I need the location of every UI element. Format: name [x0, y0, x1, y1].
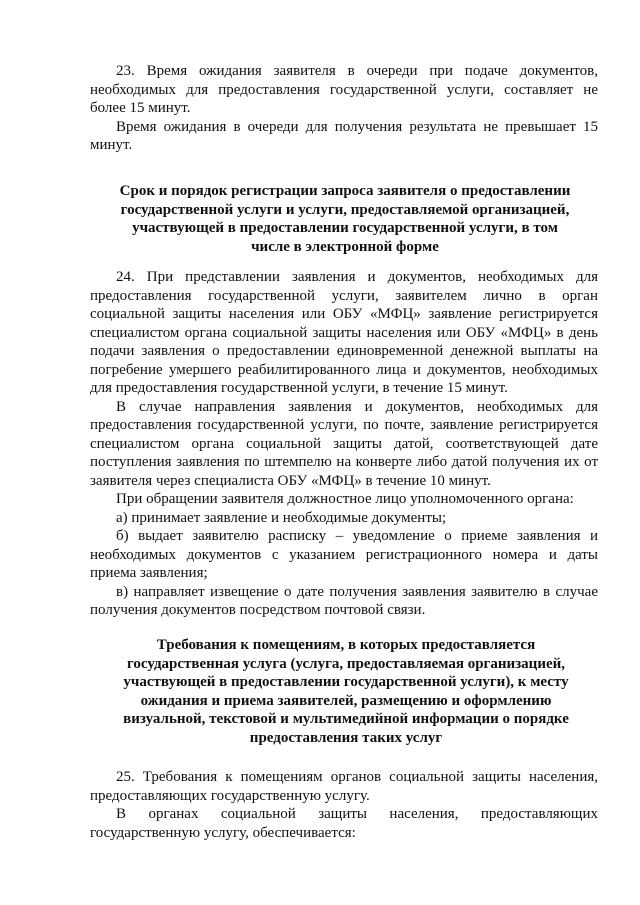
heading-registration-terms: Срок и порядок регистрации запроса заявителя о предоставлении государственной услуги и услуги, предоставляемой организацией, участвующей в предоставлении государственной услуги, в том числе в электронной форме [119, 183, 571, 255]
section-25 [90, 768, 598, 842]
list-item-a: а) принимает заявление и необходимые документы; [116, 509, 447, 526]
heading-premises-requirements: Требования к помещениям, в которых предоставляется государственная услуга (услуга, предоставляемая организацией, участвующей в предоставлении государственной услуги), к месту ожидания и приема заявителей, размещению и оформлению визуальной, текстовой и мультимедийной информации о порядке предоставления таких услуг [123, 637, 569, 746]
paragraph-24-mail-submission: В случае направления заявления и документов, необходимых для предоставления государственной услуги, по почте, заявление регистрируется специалистом органа социальной защиты датой, соответствующей дате поступления заявления по штемпелю на конверте либо датой получения их от заявителя через специалиста ОБУ «МФЦ» в течение 10 минут. [90, 398, 598, 489]
list-item-b: б) выдает заявителю расписку – уведомление о приеме заявления и необходимых документов с указанием регистрационного номера и даты приема заявления; [90, 528, 598, 581]
section-23 [90, 62, 598, 155]
list-item-c: в) направляет извещение о дате получения заявления заявителю в случае получения документов посредством почтовой связи. [90, 583, 598, 618]
paragraph-24-official-actions: При обращении заявителя должностное лицо уполномоченного органа: [116, 491, 574, 507]
paragraph-23-waiting-submission: 23. Время ожидания заявителя в очереди при подаче документов, необходимых для предоставления государственной услуги, составляет не более 15 минут. [90, 63, 598, 116]
paragraph-25-premises: 25. Требования к помещениям органов социальной защиты населения, предоставляющих государственную услугу. [90, 769, 598, 804]
paragraph-24-personal-submission: 24. При представлении заявления и документов, необходимых для предоставления государственной услуги, заявителем лично в орган социальной защиты населения или ОБУ «МФЦ» заявление регистрируется специалистом органа социальной защиты населения или ОБУ «МФЦ» в день подачи заявления о предоставлении единовременной денежной выплаты на погребение умершего реабилитированного лица и документов, необходимых для предоставления государственной услуги, в течение 15 минут. [90, 269, 598, 396]
paragraph-25-provided: В органах социальной защиты населения, предоставляющих государственную услугу, обеспечивается: [90, 806, 598, 841]
paragraph-23-waiting-result: Время ожидания в очереди для получения результата не превышает 15 минут. [90, 118, 598, 153]
section-24 [90, 268, 598, 620]
